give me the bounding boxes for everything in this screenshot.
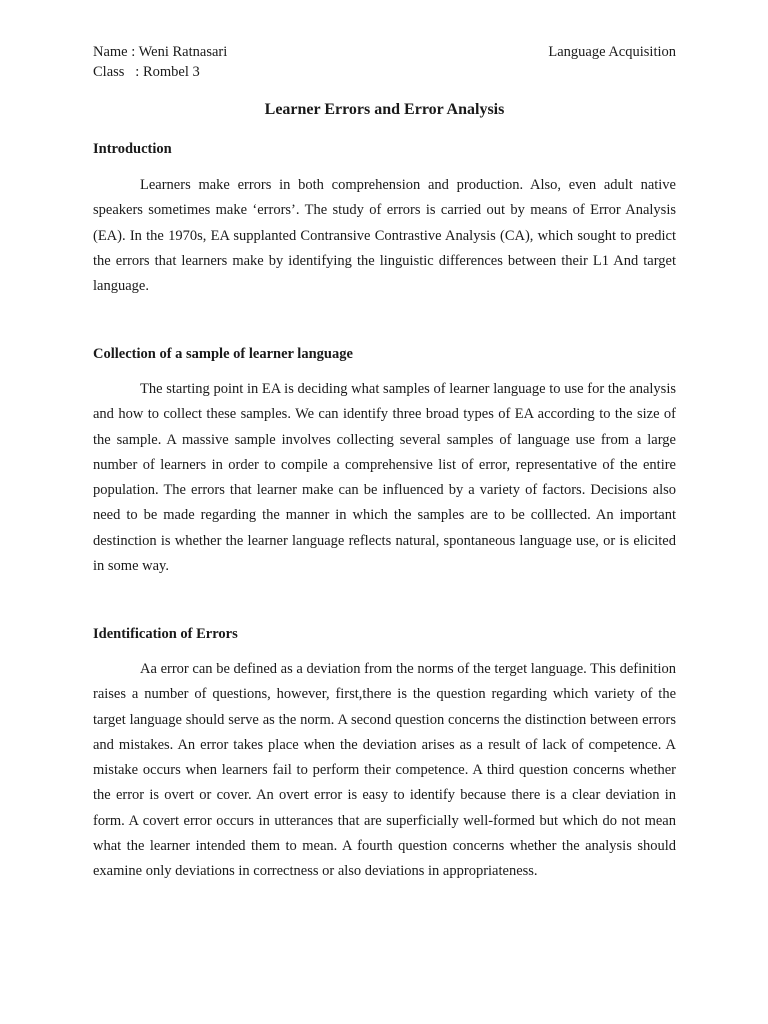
- section-heading-introduction: Introduction: [93, 141, 172, 157]
- student-class: Class : Rombel 3: [93, 64, 200, 80]
- document-header: [93, 42, 676, 82]
- document-title: Learner Errors and Error Analysis: [264, 101, 505, 118]
- student-name: Name : Weni Ratnasari: [93, 44, 228, 60]
- header-row-1: [93, 42, 676, 62]
- section-paragraph-identification: Aa error can be defined as a deviation from the norms of the terget language. This definition raises a number of questions, however, first,there is the question regarding which variety of the target language should serve as the norm. A second question concerns the distinction between errors and mistakes. An error takes place when the deviation arises as a result of lack of competence. A mistake occurs when learners fail to perform their competence. A third question concerns whether the error is overt or cover. An overt error is easy to identify because there is a clear deviation in form. A covert error occurs in utterances that are superficially well-formed but which do not mean what the learner intended them to mean. A fourth question concerns whether the analysis should examine only deviations in correctness or also deviations in appropriateness.: [93, 661, 676, 880]
- section-heading-identification: Identification of Errors: [93, 626, 238, 642]
- course-name: Language Acquisition: [548, 44, 676, 60]
- section-paragraph-collection: The starting point in EA is deciding what samples of learner language to use for the analysis and how to collect these samples. We can identify three broad types of EA according to the size of the sample. A massive sample involves collecting several samples of language use from a large number of learners in order to compile a comprehensive list of error, representative of the entire population. The errors that learner make can be influenced by a variety of factors. Decisions also need to be made regarding the manner in which the samples are to be colllected. An important destinction is whether the learner language reflects natural, spontaneous language use, or is elicited in some way.: [93, 381, 676, 575]
- header-row-2: [93, 62, 676, 82]
- section-paragraph-introduction: Learners make errors in both comprehension and production. Also, even adult native speakers sometimes make ‘errors’. The study of errors is carried out by means of Error Analysis (EA). In the 1970s, EA supplanted Contransive Contrastive Analysis (CA), which sought to predict the errors that learners make by identifying the linguistic differences between their L1 And target language.: [93, 177, 676, 295]
- section-heading-collection: Collection of a sample of learner language: [93, 346, 353, 362]
